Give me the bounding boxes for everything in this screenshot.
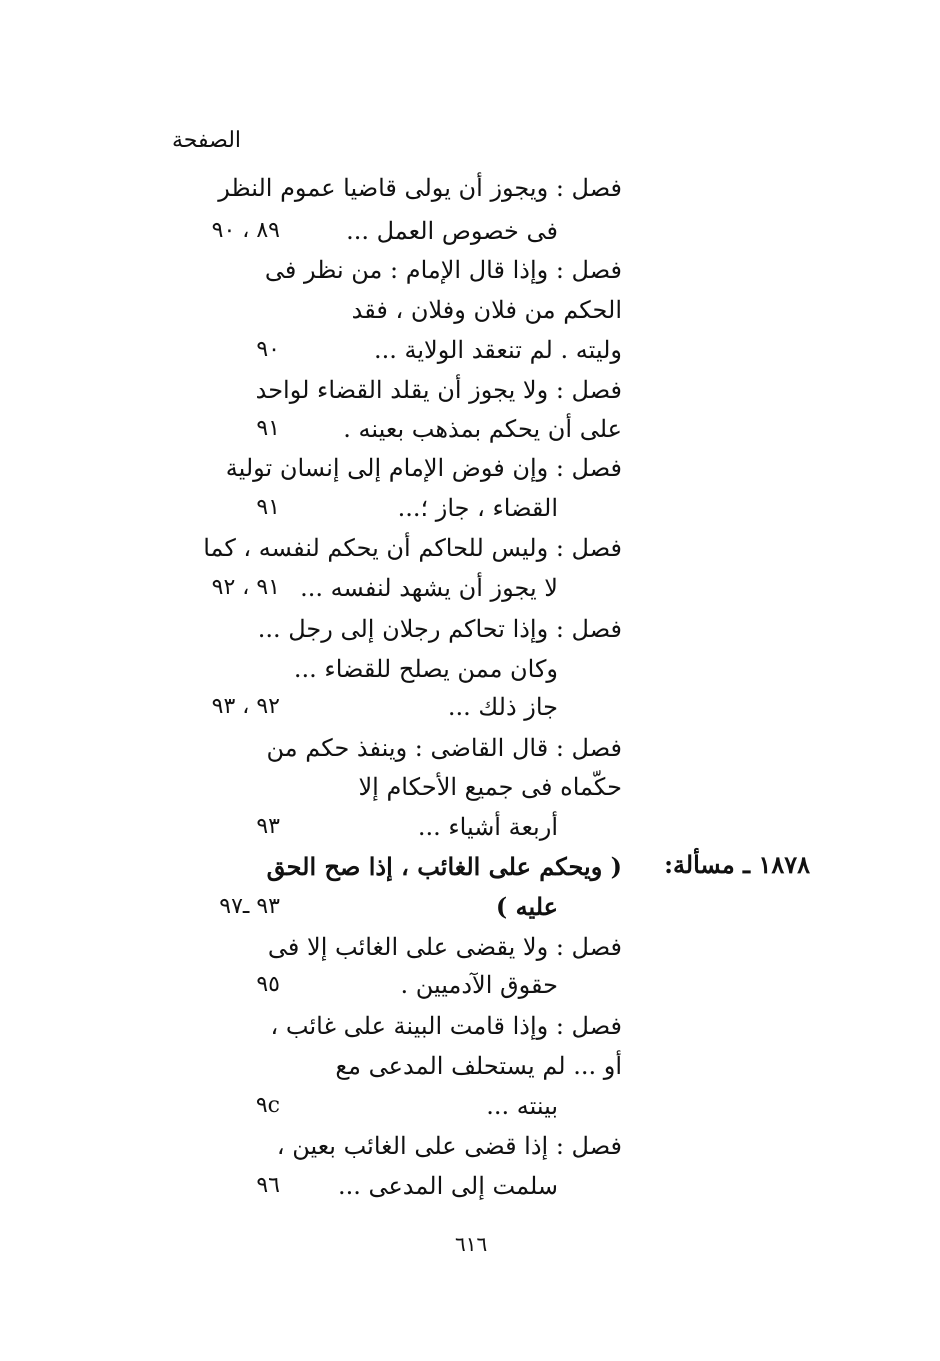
- entry-line: جاز ذلك ...: [447, 693, 558, 721]
- entry-line: أو ... لم يستحلف المدعى مع: [335, 1052, 622, 1080]
- entry-line: فصل : ولا يقضى على الغائب إلا فى: [267, 933, 622, 961]
- page-ref: ٩٣: [256, 814, 280, 839]
- entry-line: فصل : وليس للحاكم أن يحكم لنفسه ، كما: [203, 534, 622, 562]
- issue-heading: عليه ): [495, 892, 558, 921]
- page-number: ٦١٦: [455, 1232, 488, 1256]
- page-ref: ٨٩ ، ٩٠: [211, 218, 280, 243]
- entry-line: حقوق الآدميين .: [400, 971, 558, 999]
- entry-line: فصل : ويجوز أن يولى قاضيا عموم النظر: [218, 174, 622, 202]
- entry-line: أربعة أشياء ...: [417, 813, 558, 841]
- entry-line: فى خصوص العمل ...: [346, 217, 558, 245]
- entry-line: وليته . لم تنعقد الولاية ...: [373, 336, 622, 364]
- page-ref: ٩٦: [256, 1173, 280, 1198]
- entry-line: فصل : ولا يجوز أن يقلد القضاء لواحد: [255, 376, 622, 404]
- entry-line: لا يجوز أن يشهد لنفسه ...: [300, 574, 558, 602]
- entry-line: وكان ممن يصلح للقضاء ...: [293, 655, 558, 683]
- entry-line: فصل : وإن فوض الإمام إلى إنسان تولية: [225, 454, 622, 482]
- issue-heading: ( ويحكم على الغائب ، إذا صح الحق: [266, 852, 622, 881]
- entry-line: فصل : إذا قضى على الغائب بعين ،: [276, 1132, 622, 1160]
- entry-line: سلمت إلى المدعى ...: [337, 1172, 558, 1200]
- page-ref: ٩١: [256, 416, 280, 441]
- page-ref: ٩٠: [256, 337, 280, 362]
- page-ref: ٩٢ ، ٩٣: [211, 694, 280, 719]
- entry-line: فصل : قال القاضى : وينفذ حكم من: [266, 734, 622, 762]
- page-ref: ٩٥: [256, 972, 280, 997]
- entry-line: بينته ...: [486, 1092, 558, 1120]
- entry-line: القضاء ، جاز ؛...: [397, 494, 558, 522]
- entry-line: فصل : وإذا قال الإمام : من نظر فى: [264, 256, 622, 284]
- entry-line: الحكم من فلان وفلان ، فقد: [351, 296, 622, 324]
- page-ref: ٩١: [256, 495, 280, 520]
- page-ref: ٩١ ، ٩٢: [211, 575, 280, 600]
- issue-number-label: ١٨٧٨ ـ مسألة:: [664, 850, 810, 879]
- entry-line: فصل : وإذا قامت البينة على غائب ،: [270, 1012, 622, 1040]
- entry-line: فصل : وإذا تحاكم رجلان إلى رجل ...: [257, 615, 622, 643]
- entry-line: على أن يحكم بمذهب بعينه .: [343, 415, 622, 443]
- entry-line: حكّماه فى جميع الأحكام إلا: [358, 773, 622, 801]
- page-ref: ٩c: [255, 1093, 280, 1118]
- page-column-header: الصفحة: [172, 128, 242, 153]
- page-ref: ٩٣ ـ٩٧: [219, 894, 280, 919]
